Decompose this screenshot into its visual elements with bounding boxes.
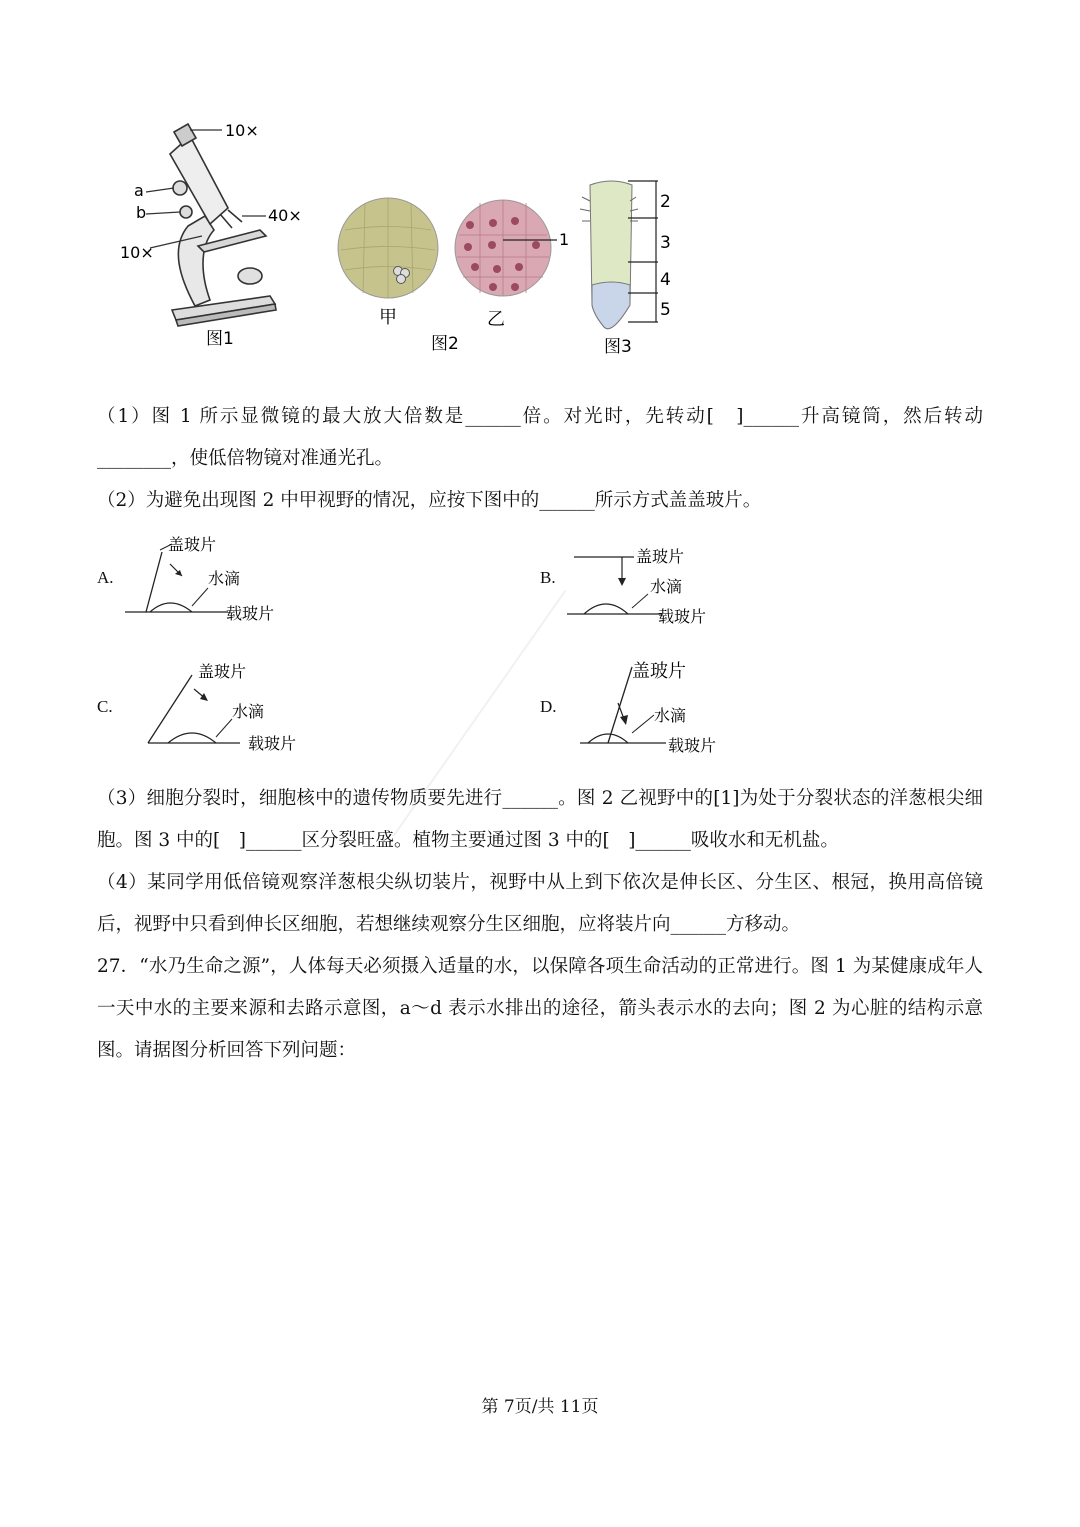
option-b-cover-label: 盖玻片 xyxy=(636,547,685,566)
zone-5-label: 5 xyxy=(660,300,671,320)
option-a-slide-label: 载玻片 xyxy=(226,604,275,623)
option-d-cover-label: 盖玻片 xyxy=(632,661,686,682)
zone-3-label: 3 xyxy=(660,233,671,253)
option-d-letter: D. xyxy=(540,697,557,716)
question-3: （3）细胞分裂时，细胞核中的遗传物质要先进行______。图 2 乙视野中的[1]为处于分裂状态的洋葱根尖细胞。图 3 中的[ ]______区分裂旺盛。植物主要通过图 3 中的[ ]______吸收水和无机盐。 xyxy=(97,788,983,851)
option-d-slide-label: 载玻片 xyxy=(668,736,717,755)
option-a-diagram xyxy=(120,530,300,625)
option-a-letter: A. xyxy=(97,568,114,587)
label-eyepiece: 10× xyxy=(225,121,259,140)
page-footer: 第 7页/共 11页 xyxy=(481,1397,599,1417)
label-b: b xyxy=(136,203,147,222)
option-b-water-label: 水滴 xyxy=(650,577,683,596)
option-c-diagram xyxy=(140,655,320,755)
option-d-water-label: 水滴 xyxy=(654,706,687,725)
zone-2-label: 2 xyxy=(660,192,671,212)
label-a: a xyxy=(134,181,144,200)
option-c-water-label: 水滴 xyxy=(232,702,265,721)
label-objective-low: 10× xyxy=(120,243,154,262)
question-1: （1）图 1 所示显微镜的最大放大倍数是______倍。对光时，先转动[ ]______升高镜筒，然后转动________，使低倍物镜对准通光孔。 xyxy=(97,406,983,469)
question-27: 27．“水乃生命之源”，人体每天必须摄入适量的水，以保障各项生命活动的正常进行。图 1 为某健康成年人一天中水的主要来源和去路示意图，a～d 表示水排出的途径，箭头表示水的去向；图 2 为心脏的结构示意图。请据图分析回答下列问题： xyxy=(97,956,983,1061)
option-b-letter: B. xyxy=(540,568,556,587)
figure-1-microscope xyxy=(110,118,310,353)
option-c-letter: C. xyxy=(97,697,113,716)
zone-4-label: 4 xyxy=(660,270,671,290)
view-yi-label: 乙 xyxy=(487,309,505,330)
question-4: （4）某同学用低倍镜观察洋葱根尖纵切装片，视野中从上到下依次是伸长区、分生区、根冠，换用高倍镜后，视野中只看到伸长区细胞，若想继续观察分生区细胞，应将装片向______方移动。 xyxy=(97,872,983,935)
view-jia-label: 甲 xyxy=(379,307,397,328)
figure-2-views xyxy=(335,195,575,360)
figure-2-caption: 图2 xyxy=(431,334,459,354)
option-b-slide-label: 载玻片 xyxy=(658,607,707,626)
figure-1-caption: 图1 xyxy=(206,329,234,349)
option-a-water-label: 水滴 xyxy=(208,569,241,588)
pointer-1-label: 1 xyxy=(559,230,570,249)
option-c-slide-label: 载玻片 xyxy=(248,734,297,753)
option-c-cover-label: 盖玻片 xyxy=(198,662,247,681)
label-objective-high: 40× xyxy=(268,206,302,225)
question-2: （2）为避免出现图 2 中甲视野的情况，应按下图中的______所示方式盖盖玻片。 xyxy=(97,490,762,511)
figure-3-caption: 图3 xyxy=(604,337,632,357)
option-a-cover-label: 盖玻片 xyxy=(168,535,217,554)
figure-3-root-tip xyxy=(576,175,696,360)
